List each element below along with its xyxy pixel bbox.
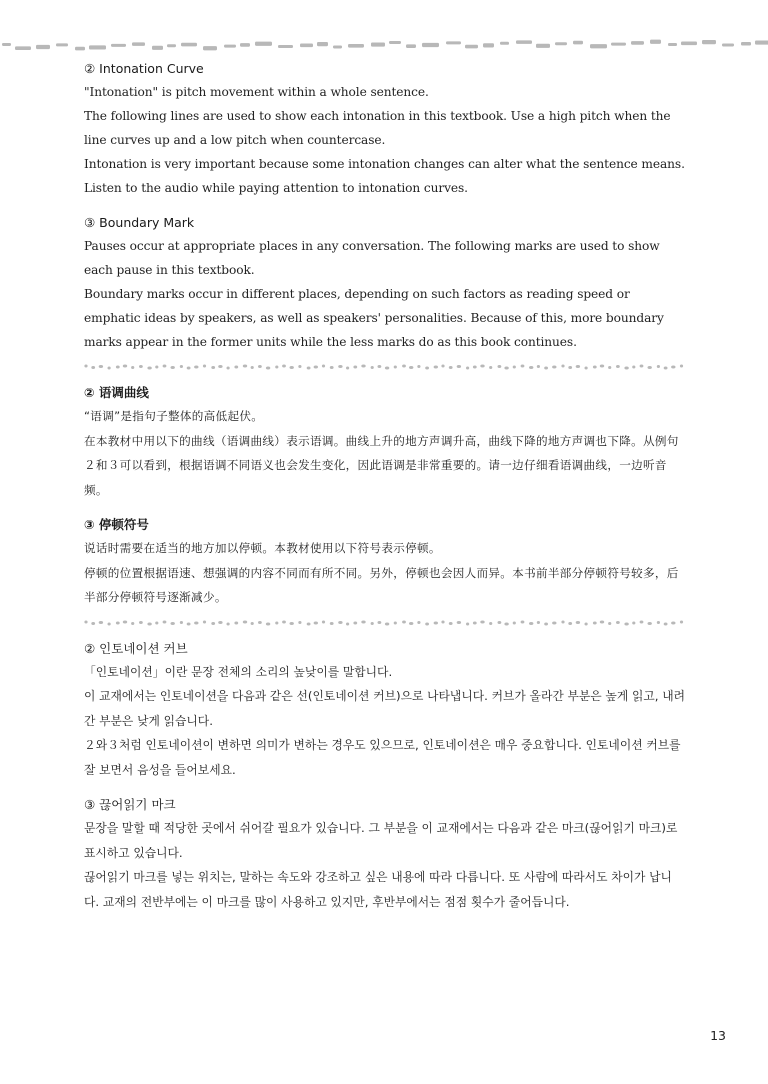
divider-dot	[624, 622, 628, 625]
border-dash	[152, 46, 163, 50]
border-dash	[333, 45, 342, 48]
divider-dot	[163, 365, 167, 368]
page-content	[84, 58, 686, 914]
divider-dot	[163, 620, 167, 623]
divider-dot	[307, 622, 311, 625]
border-dash	[181, 43, 197, 47]
border-dash	[2, 43, 11, 46]
border-dash	[702, 40, 716, 44]
divider-dot	[171, 366, 175, 369]
divider-dot	[139, 621, 143, 624]
divider-dot	[346, 367, 349, 370]
zh-intonation-heading: ② 语调曲线	[84, 385, 149, 400]
divider-dot	[84, 620, 87, 623]
divider-dot	[282, 365, 286, 368]
divider-dot	[498, 621, 502, 624]
border-dash	[573, 41, 583, 45]
en-intonation-para-3: Intonation is very important because some intonation changes can alter what the sentence means. Listen to the audio while paying attention to intonation curves.	[84, 157, 685, 195]
divider-dot	[282, 620, 286, 623]
divider-dot	[266, 622, 270, 625]
divider-dot	[155, 621, 158, 624]
en-boundary-para-2: Boundary marks occur in different places, depending on such factors as reading speed or emphatic ideas by speakers, as well as speakers' personalities. Because of this, more boundary marks appear in the former units while the less marks do as this book continues.	[84, 287, 664, 349]
divider-dot	[608, 366, 611, 369]
divider-dot	[544, 622, 548, 625]
divider-dot	[640, 620, 644, 623]
divider-dot	[116, 621, 120, 624]
divider-dot	[322, 365, 325, 368]
divider-dot	[147, 367, 151, 370]
divider-dot	[187, 622, 191, 625]
divider-dot	[378, 621, 382, 624]
ko-intonation-heading: ② 인토네이션 커브	[84, 640, 188, 656]
divider-dot	[353, 621, 357, 624]
divider-dot	[322, 620, 325, 623]
divider-dot	[552, 366, 556, 369]
divider-dot	[640, 365, 644, 368]
divider-dot	[449, 622, 453, 625]
divider-dot	[91, 366, 95, 369]
divider-dot	[664, 367, 668, 370]
divider-dot	[371, 622, 374, 625]
divider-dot	[394, 366, 397, 369]
divider-dot	[147, 622, 151, 625]
divider-dot	[290, 622, 294, 625]
border-dash	[536, 44, 550, 48]
divider-dot	[171, 622, 175, 625]
top-dash-border	[0, 30, 768, 60]
divider-dot	[561, 365, 564, 368]
divider-dot	[251, 366, 254, 369]
divider-dot	[330, 622, 334, 625]
divider-dot	[298, 365, 301, 368]
divider-dot	[417, 365, 420, 368]
border-dash	[500, 42, 509, 45]
border-dash	[300, 44, 313, 48]
divider-dot	[504, 622, 508, 625]
divider-dot	[402, 620, 406, 623]
border-dash	[389, 41, 401, 44]
divider-dot	[529, 366, 533, 369]
divider-dot	[266, 367, 270, 370]
en-intonation-para-2: The following lines are used to show each intonation in this textbook. Use a high pitch when the line curves up and a low pitch when countercase.	[84, 109, 671, 147]
border-dash	[516, 40, 532, 44]
divider-dot	[664, 622, 668, 625]
border-dash	[590, 44, 607, 48]
border-dash	[317, 42, 328, 46]
divider-dot	[648, 622, 652, 625]
divider-dot	[561, 620, 564, 623]
border-dash	[611, 43, 626, 46]
divider-dot	[434, 621, 438, 624]
divider-dot	[361, 365, 365, 368]
border-dash	[631, 41, 644, 45]
divider-dot	[203, 365, 206, 368]
border-dash	[422, 43, 439, 47]
divider-dot	[498, 365, 502, 368]
ko-intonation-para-3: ２와３처럼 인토네이션이 변하면 의미가 변하는 경우도 있으므로, 인토네이션은 매우 중요합니다. 인토네이션 커브를 잘 보면서 음성을 들어보세요.	[84, 738, 681, 777]
divider-dot	[378, 365, 382, 368]
divider-dot	[657, 365, 660, 368]
divider-dot	[466, 622, 469, 625]
divider-dot	[585, 367, 588, 370]
divider-dot	[203, 620, 206, 623]
divider-dot	[361, 620, 365, 623]
divider-dot	[417, 621, 420, 624]
korean-section	[84, 638, 686, 915]
dotted-divider	[84, 360, 686, 374]
divider-dot	[251, 622, 254, 625]
border-dash	[755, 40, 768, 44]
divider-dot	[489, 622, 492, 625]
ko-boundary-para-2: 끊어읽기 마크를 넣는 위치는, 말하는 속도와 강조하고 싶은 내용에 따라 다릅니다. 또 사람에 따라서도 차이가 납니다. 교재의 전반부에는 이 마크를 많이 사용하고 있지만, 후반부에서는 점점 횟수가 줄어듭니다.	[84, 870, 672, 909]
divider-dot	[330, 366, 334, 369]
border-dash	[15, 46, 31, 50]
divider-dot	[441, 365, 444, 368]
divider-dot	[616, 365, 620, 368]
divider-dot	[243, 620, 247, 623]
divider-dot	[632, 621, 635, 624]
divider-dot	[385, 622, 389, 625]
divider-dot	[449, 366, 453, 369]
divider-dot	[513, 366, 516, 369]
divider-dot	[521, 620, 525, 623]
divider-dot	[211, 366, 215, 369]
divider-dot	[600, 620, 604, 623]
border-dash	[240, 43, 250, 47]
en-intonation-para-1: "Intonation" is pitch movement within a whole sentence.	[84, 85, 429, 99]
divider-dot	[227, 622, 230, 625]
divider-dot	[314, 366, 318, 369]
divider-dot	[568, 622, 572, 625]
divider-dot	[346, 622, 349, 625]
divider-dot	[123, 620, 127, 623]
border-dash	[406, 44, 416, 48]
ko-boundary-heading: ③ 끊어읽기 마크	[84, 797, 176, 812]
divider-dot	[457, 365, 461, 368]
divider-dot	[616, 621, 620, 624]
divider-dot	[480, 620, 484, 623]
divider-dot	[116, 366, 120, 369]
divider-dot	[131, 622, 134, 625]
divider-dot	[298, 621, 301, 624]
divider-dot	[434, 366, 438, 369]
divider-dot	[529, 622, 533, 625]
divider-dot	[441, 620, 444, 623]
divider-dot	[473, 621, 477, 624]
divider-dot	[576, 621, 580, 624]
border-dash	[167, 44, 176, 47]
english-section	[84, 58, 686, 354]
divider-dot	[84, 365, 87, 368]
divider-dot	[234, 366, 238, 369]
divider-dot	[402, 365, 406, 368]
divider-dot	[307, 367, 311, 370]
divider-dot	[632, 366, 635, 369]
divider-dot	[513, 621, 516, 624]
border-dash	[722, 43, 734, 46]
border-dash	[555, 42, 567, 45]
divider-dot	[108, 367, 111, 370]
divider-dot	[657, 621, 660, 624]
border-dash	[446, 41, 461, 44]
divider-dot	[409, 366, 413, 369]
divider-dot	[409, 622, 413, 625]
border-dash	[371, 42, 385, 46]
border-dash	[741, 42, 751, 46]
divider-dot	[624, 367, 628, 370]
border-dash	[483, 43, 494, 47]
divider-dot	[473, 366, 477, 369]
divider-dot	[521, 365, 525, 368]
divider-dot	[258, 365, 262, 368]
divider-dot	[489, 366, 492, 369]
divider-dot	[243, 365, 247, 368]
divider-dot	[218, 365, 222, 368]
border-dash	[465, 45, 478, 49]
en-boundary-heading: ③ Boundary Mark	[84, 215, 195, 230]
divider-dot	[275, 621, 278, 624]
divider-dot	[108, 622, 111, 625]
divider-dot	[290, 366, 294, 369]
divider-dot	[680, 365, 683, 368]
border-dash	[650, 40, 661, 44]
divider-dot	[425, 622, 429, 625]
divider-dot	[187, 367, 191, 370]
divider-dot	[91, 622, 95, 625]
zh-intonation-para-2: 在本教材中用以下的曲线（语调曲线）表示语调。曲线上升的地方声调升高，曲线下降的地方声调也下降。从例句２和３可以看到，根据语调不同语义也会发生变化，因此语调是非常重要的。请一边仔细看语调曲线，一边听音频。	[84, 433, 679, 497]
border-dash	[203, 46, 217, 50]
zh-boundary-para-2: 停顿的位置根据语速、想强调的内容不同而有所不同。另外，停顿也会因人而异。本书前半部分停顿符号较多，后半部分停顿符号逐渐减少。	[84, 565, 679, 604]
border-dash	[111, 44, 126, 47]
divider-dot	[338, 621, 342, 624]
divider-dot	[552, 621, 556, 624]
divider-dot	[504, 367, 508, 370]
divider-dot	[593, 366, 597, 369]
dotted-divider	[84, 616, 686, 630]
en-boundary-para-1: Pauses occur at appropriate places in any conversation. The following marks are used to show each pause in this textbook.	[84, 239, 660, 277]
divider-dot	[537, 621, 540, 624]
divider-dot	[680, 620, 683, 623]
divider-dot	[600, 365, 604, 368]
border-dash	[56, 43, 68, 46]
chinese-section	[84, 382, 686, 610]
border-dash	[681, 42, 697, 46]
border-dash	[224, 45, 236, 48]
divider-dot	[314, 621, 318, 624]
ko-boundary-para-1: 문장을 말할 때 적당한 곳에서 쉬어갈 필요가 있습니다. 그 부분을 이 교재에서는 다음과 같은 마크(끊어읽기 마크)로 표시하고 있습니다.	[84, 821, 678, 860]
border-dash	[89, 45, 106, 49]
divider-dot	[671, 621, 675, 624]
divider-dot	[593, 621, 597, 624]
border-dash	[132, 42, 145, 46]
border-dash	[348, 44, 364, 48]
en-intonation-heading: ② Intonation Curve	[84, 61, 204, 76]
divider-dot	[608, 622, 611, 625]
divider-dot	[123, 365, 127, 368]
divider-dot	[194, 621, 198, 624]
page-number: 13	[710, 1028, 726, 1043]
ko-intonation-para-1: 「인토네이션」이란 문장 전체의 소리의 높낮이를 말합니다.	[84, 664, 393, 679]
divider-dot	[338, 365, 342, 368]
divider-dot	[218, 621, 222, 624]
divider-dot	[234, 621, 238, 624]
divider-dot	[99, 365, 103, 368]
divider-dot	[394, 621, 397, 624]
ko-intonation-para-2: 이 교재에서는 인토네이션을 다음과 같은 선(인토네이션 커브)으로 나타냅니다. 커브가 올라간 부분은 높게 읽고, 내려간 부분은 낮게 읽습니다.	[84, 689, 686, 728]
divider-dot	[194, 366, 198, 369]
divider-dot	[275, 366, 278, 369]
zh-boundary-heading: ③ 停顿符号	[84, 517, 149, 532]
divider-dot	[180, 365, 183, 368]
border-dash	[278, 45, 293, 48]
divider-dot	[227, 367, 230, 370]
divider-dot	[99, 621, 103, 624]
divider-dot	[258, 621, 262, 624]
divider-dot	[180, 621, 183, 624]
divider-dot	[371, 366, 374, 369]
divider-dot	[457, 621, 461, 624]
divider-dot	[385, 367, 389, 370]
divider-dot	[585, 622, 588, 625]
divider-dot	[537, 365, 540, 368]
divider-dot	[671, 366, 675, 369]
zh-intonation-para-1: “语调”是指句子整体的高低起伏。	[84, 409, 264, 423]
border-dash	[36, 45, 50, 49]
zh-boundary-para-1: 说话时需要在适当的地方加以停顿。本教材使用以下符号表示停顿。	[84, 541, 441, 555]
divider-dot	[466, 367, 469, 370]
divider-dot	[544, 367, 548, 370]
divider-dot	[353, 366, 357, 369]
border-dash	[255, 42, 272, 46]
divider-dot	[576, 365, 580, 368]
divider-dot	[211, 622, 215, 625]
divider-dot	[155, 366, 158, 369]
divider-dot	[131, 366, 134, 369]
divider-dot	[139, 365, 143, 368]
divider-dot	[648, 366, 652, 369]
border-dash	[75, 47, 85, 51]
divider-dot	[568, 366, 572, 369]
divider-dot	[480, 365, 484, 368]
border-dash	[668, 43, 677, 46]
divider-dot	[425, 367, 429, 370]
